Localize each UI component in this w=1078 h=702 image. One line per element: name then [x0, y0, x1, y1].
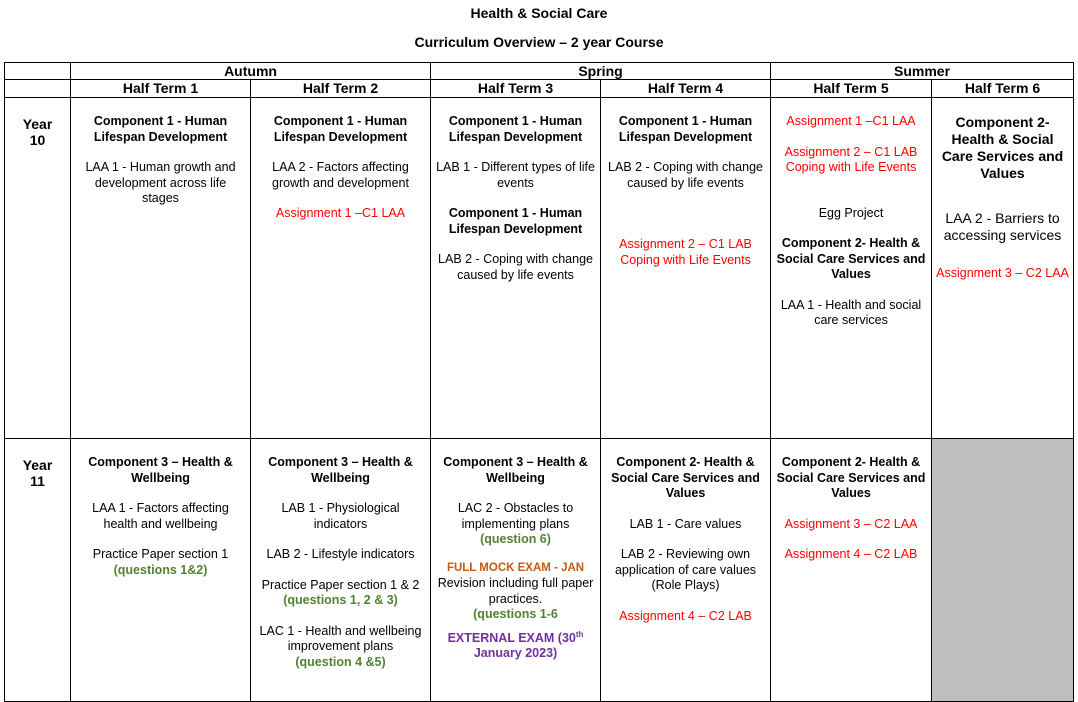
- y10-ht2-heading: Component 1 - Human Lifespan Development: [273, 114, 408, 144]
- y11-ht5-cell: [771, 439, 932, 702]
- page-subtitle: Curriculum Overview – 2 year Course: [414, 34, 664, 50]
- y11-ht4-cell: [601, 439, 771, 702]
- y10-ht5-egg-project: Egg Project: [818, 205, 884, 220]
- year-10-row: [5, 98, 1074, 439]
- term-1-header: Half Term 1: [71, 80, 251, 98]
- y11-ht5-heading: Component 2- Health & Social Care Services and Values: [776, 455, 926, 500]
- curriculum-table: [4, 62, 1074, 702]
- y10-ht2-assignment: Assignment 1 –C1 LAA: [275, 206, 406, 220]
- y10-ht5-assignment-1: Assignment 1 –C1 LAA: [786, 114, 916, 128]
- y11-ht2-heading: Component 3 – Health & Wellbeing: [268, 455, 413, 485]
- y11-ht3-cell: [431, 439, 601, 702]
- y11-ht6-empty-cell: [932, 439, 1074, 702]
- y11-ht5-assignment-1: Assignment 3 – C2 LAA: [784, 516, 918, 531]
- y11-ht3-item-1: LAC 2 - Obstacles to implementing plans (question 6): [457, 501, 574, 546]
- y11-ht1-item: LAA 1 - Factors affecting health and wellbeing: [92, 501, 229, 531]
- term-3-header: Half Term 3: [431, 80, 601, 98]
- y11-ht2-item-4: LAC 1 - Health and wellbeing improvement plans (question 4 &5): [259, 623, 422, 669]
- y10-ht3-item-2: LAB 2 - Coping with change caused by life events: [438, 252, 593, 282]
- y11-ht1-heading: Component 3 – Health & Wellbeing: [88, 455, 233, 485]
- y10-ht5-item: LAA 1 - Health and social care services: [780, 297, 922, 327]
- y11-ht1-cell: [71, 439, 251, 702]
- y11-ht2-cell: [251, 439, 431, 702]
- year-10-label: Year 10: [5, 98, 71, 439]
- page-title: Health & Social Care: [470, 5, 608, 21]
- y10-ht6-heading: Component 2- Health & Social Care Services and Values: [941, 114, 1064, 181]
- y10-ht3-heading: Component 1 - Human Lifespan Development: [448, 114, 583, 144]
- term-4-header: Half Term 4: [601, 80, 771, 98]
- corner-cell: [5, 63, 71, 80]
- y11-ht2-item-1: LAB 1 - Physiological indicators: [281, 501, 400, 531]
- y11-ht3-mock: FULL MOCK EXAM - JAN Revision including full paper practices. (questions 1-6: [437, 561, 594, 621]
- y11-ht4-assignment: Assignment 4 – C2 LAB: [619, 608, 752, 623]
- y10-ht5-heading: Component 2- Health & Social Care Services and Values: [776, 236, 926, 281]
- y10-ht5-cell: [771, 98, 932, 439]
- y10-ht4-item: LAB 2 - Coping with change caused by life events: [608, 160, 763, 190]
- y10-ht1-cell: [71, 98, 251, 439]
- y10-ht3-cell: [431, 98, 601, 439]
- y10-ht1-item: LAA 1 - Human growth and development across life stages: [85, 160, 236, 205]
- y10-ht2-item: LAA 2 - Factors affecting growth and development: [272, 160, 409, 190]
- y11-ht3-heading: Component 3 – Health & Wellbeing: [443, 455, 588, 485]
- y10-ht6-cell: [932, 98, 1074, 439]
- y11-ht5-assignment-2: Assignment 4 – C2 LAB: [784, 547, 918, 561]
- y10-ht6-item: LAA 2 - Barriers to accessing services: [943, 210, 1062, 243]
- y11-ht3-external-exam: EXTERNAL EXAM (30th January 2023): [447, 629, 584, 660]
- y10-ht5-assignment-2: Assignment 2 – C1 LAB Coping with Life Events: [784, 144, 918, 174]
- season-header-row: [5, 63, 1074, 80]
- term-header-row: [5, 80, 1074, 98]
- y11-ht4-item-1: LAB 1 - Care values: [629, 516, 742, 531]
- y10-ht1-heading: Component 1 - Human Lifespan Development: [93, 114, 228, 144]
- y11-ht4-heading: Component 2- Health & Social Care Services and Values: [611, 455, 760, 500]
- y10-ht3-heading-2: Component 1 - Human Lifespan Development: [448, 206, 583, 236]
- y10-ht6-assignment: Assignment 3 – C2 LAA: [936, 266, 1069, 280]
- y10-ht4-heading: Component 1 - Human Lifespan Development: [618, 114, 753, 144]
- year-11-label: Year 11: [5, 439, 71, 702]
- y11-ht2-practice: Practice Paper section 1 & 2 (questions 1, 2 & 3): [261, 577, 420, 607]
- corner-cell-2: [5, 80, 71, 98]
- season-spring: Spring: [431, 63, 771, 80]
- y11-ht1-practice: Practice Paper section 1 (questions 1&2): [92, 547, 229, 577]
- season-autumn: Autumn: [71, 63, 431, 80]
- term-2-header: Half Term 2: [251, 80, 431, 98]
- y10-ht4-cell: [601, 98, 771, 439]
- term-5-header: Half Term 5: [771, 80, 932, 98]
- y10-ht3-item-1: LAB 1 - Different types of life events: [436, 160, 595, 190]
- y11-ht2-item-2: LAB 2 - Lifestyle indicators: [266, 547, 415, 561]
- y10-ht2-cell: [251, 98, 431, 439]
- season-summer: Summer: [771, 63, 1074, 80]
- term-6-header: Half Term 6: [932, 80, 1074, 98]
- y10-ht4-assignment: Assignment 2 – C1 LAB Coping with Life Events: [619, 237, 752, 267]
- year-11-row: [5, 439, 1074, 702]
- y11-ht4-item-2: LAB 2 - Reviewing own application of care values (Role Plays): [614, 547, 757, 592]
